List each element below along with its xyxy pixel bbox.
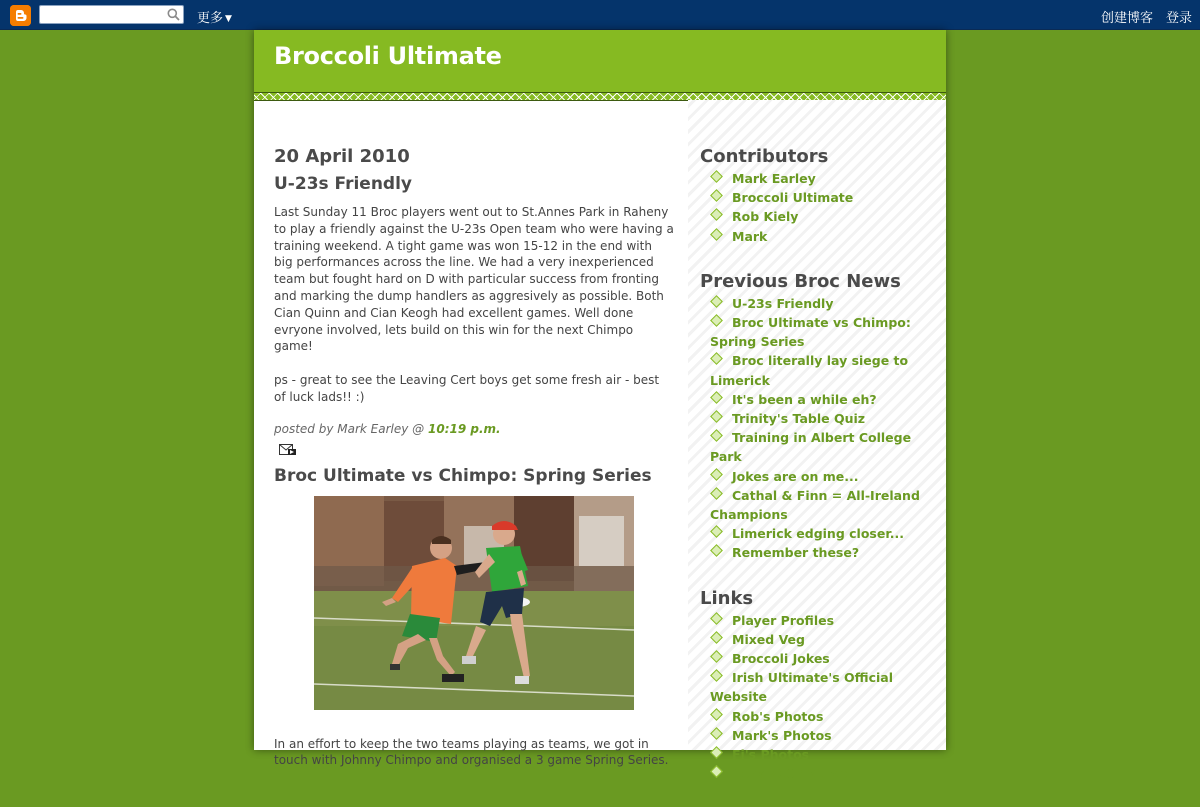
- previous-post-link[interactable]: Broc literally lay siege to Limerick: [710, 353, 909, 388]
- links-title: Links: [700, 587, 754, 609]
- diamond-bullet-icon: [710, 746, 723, 759]
- external-link[interactable]: Player Profiles: [732, 612, 835, 628]
- diamond-bullet-icon: [710, 650, 723, 663]
- post-body: [274, 204, 674, 406]
- list-item: [710, 428, 930, 466]
- list-item: [710, 390, 930, 409]
- post-paragraph: Last Sunday 11 Broc players went out to St.Annes Park in Raheny to play a friendly against the U-23s Open team who were having a training weekend. A tight game was won 15-12 in the end with big performances across the line. We had a very inexperienced team but fought hard on D with particular success from fronting and marking the dump handlers as aggresively as possible. Both Cian Quinn and Cian Keogh had excellent games. Well done evryone involved, lets build on this win for the next Chimpo game!: [274, 205, 674, 354]
- links-list: [710, 611, 930, 784]
- contributor-link[interactable]: Mark Earley: [732, 171, 816, 186]
- list-item: [710, 524, 930, 543]
- contributors-list: [710, 169, 930, 246]
- list-item: [710, 467, 930, 486]
- search-input[interactable]: [40, 6, 168, 23]
- post-body: [274, 736, 674, 770]
- ultimate-frisbee-players-photo[interactable]: [314, 496, 634, 710]
- contributor-link[interactable]: Rob Kiely: [732, 209, 799, 225]
- post-paragraph: In an effort to keep the two teams playing as teams, we got in touch with Johnny Chimpo and organised a 3 game Spring Series.: [274, 736, 669, 768]
- diamond-bullet-icon: [710, 727, 723, 740]
- more-menu-button[interactable]: [197, 7, 232, 26]
- diamond-bullet-icon: [710, 189, 723, 202]
- previous-post-link[interactable]: Cathal & Finn = All-Ireland Champions: [710, 487, 920, 523]
- list-item: [710, 486, 930, 524]
- list-item: [710, 207, 930, 226]
- previous-post-link[interactable]: Trinity's Table Quiz: [732, 411, 866, 427]
- post-timestamp-link[interactable]: 10:19 p.m.: [428, 421, 501, 436]
- diamond-bullet-icon: [710, 209, 723, 222]
- diamond-bullet-icon: [710, 487, 723, 500]
- diamond-bullet-icon: [710, 314, 723, 327]
- list-item: [710, 313, 930, 351]
- contributors-title: Contributors: [700, 146, 829, 167]
- previous-posts-title: Previous Broc News: [700, 270, 901, 292]
- previous-post-link[interactable]: U-23s Friendly: [732, 295, 834, 311]
- list-item: [710, 294, 930, 313]
- list-item: [710, 188, 930, 207]
- previous-post-link[interactable]: It's been a while eh?: [732, 391, 877, 407]
- diamond-bullet-icon: [710, 612, 723, 625]
- list-item: [710, 169, 930, 188]
- external-link[interactable]: Mixed Veg: [732, 631, 805, 647]
- list-item: [710, 726, 930, 745]
- diamond-bullet-icon: [710, 468, 723, 481]
- diamond-bullet-icon: [710, 765, 723, 778]
- list-item: [710, 649, 930, 668]
- external-link[interactable]: Rob's Photos: [732, 708, 824, 724]
- diamond-bullet-icon: [710, 391, 723, 404]
- blogger-navbar: [0, 0, 1200, 30]
- previous-post-link[interactable]: Limerick edging closer...: [732, 526, 904, 542]
- previous-post-link[interactable]: Training in Albert College Park: [710, 430, 912, 465]
- external-link[interactable]: Cork 2005 Video: [732, 766, 848, 782]
- diamond-bullet-icon: [710, 295, 723, 308]
- blogger-logo-icon[interactable]: [10, 5, 31, 26]
- email-post-icon[interactable]: [279, 444, 297, 456]
- more-menu-label: 更多: [197, 11, 224, 26]
- diamond-bullet-icon: [710, 429, 723, 442]
- diamond-bullet-icon: [710, 708, 723, 721]
- diamond-bullet-icon: [710, 353, 723, 366]
- external-link[interactable]: Irish Ultimate's Official Website: [710, 670, 893, 705]
- diamond-bullet-icon: [710, 228, 723, 241]
- diamond-bullet-icon: [710, 631, 723, 644]
- previous-posts-list: [710, 294, 930, 563]
- list-item: [710, 630, 930, 649]
- create-blog-link[interactable]: 创建博客: [1100, 11, 1153, 26]
- blog-container: [254, 30, 946, 782]
- previous-post-link[interactable]: Remember these?: [732, 545, 860, 561]
- sidebar: [700, 145, 930, 807]
- list-item: [710, 668, 930, 706]
- diamond-bullet-icon: [710, 669, 723, 682]
- diamond-bullet-icon: [710, 410, 723, 423]
- post-author: posted by Mark Earley @: [274, 421, 425, 436]
- post-date-header: 20 April 2010: [274, 146, 410, 167]
- contributor-link[interactable]: Mark: [732, 228, 768, 244]
- list-item: [710, 745, 930, 764]
- list-item: [710, 409, 930, 428]
- previous-post-link[interactable]: Broc Ultimate vs Chimpo: Spring Series: [710, 315, 911, 350]
- list-item: [710, 707, 930, 726]
- blog-header: [254, 30, 946, 92]
- navbar-search-box[interactable]: [39, 5, 184, 24]
- list-item: [710, 764, 930, 783]
- external-link[interactable]: Fi's Photos: [732, 747, 810, 763]
- main-column: [274, 145, 674, 786]
- external-link[interactable]: Broccoli Jokes: [732, 651, 830, 667]
- contributor-link[interactable]: Broccoli Ultimate: [732, 190, 854, 206]
- diamond-bullet-icon: [710, 545, 723, 558]
- post-title[interactable]: U-23s Friendly: [274, 174, 413, 194]
- search-icon[interactable]: [167, 8, 180, 21]
- login-link[interactable]: 登录: [1165, 11, 1192, 26]
- previous-post-link[interactable]: Jokes are on me...: [732, 468, 859, 484]
- list-item: [710, 611, 930, 630]
- diamond-bullet-icon: [710, 525, 723, 538]
- list-item: [710, 351, 930, 389]
- post-title[interactable]: Broc Ultimate vs Chimpo: Spring Series: [274, 465, 652, 486]
- external-link[interactable]: Mark's Photos: [732, 727, 832, 743]
- post-footer: [274, 421, 674, 438]
- list-item: [710, 227, 930, 246]
- post-paragraph: ps - great to see the Leaving Cert boys get some fresh air - best of luck lads!! :): [274, 373, 660, 404]
- diamond-bullet-icon: [710, 170, 723, 183]
- list-item: [710, 543, 930, 562]
- blog-title[interactable]: Broccoli Ultimate: [274, 42, 502, 70]
- caret-down-icon: ▼: [225, 14, 232, 24]
